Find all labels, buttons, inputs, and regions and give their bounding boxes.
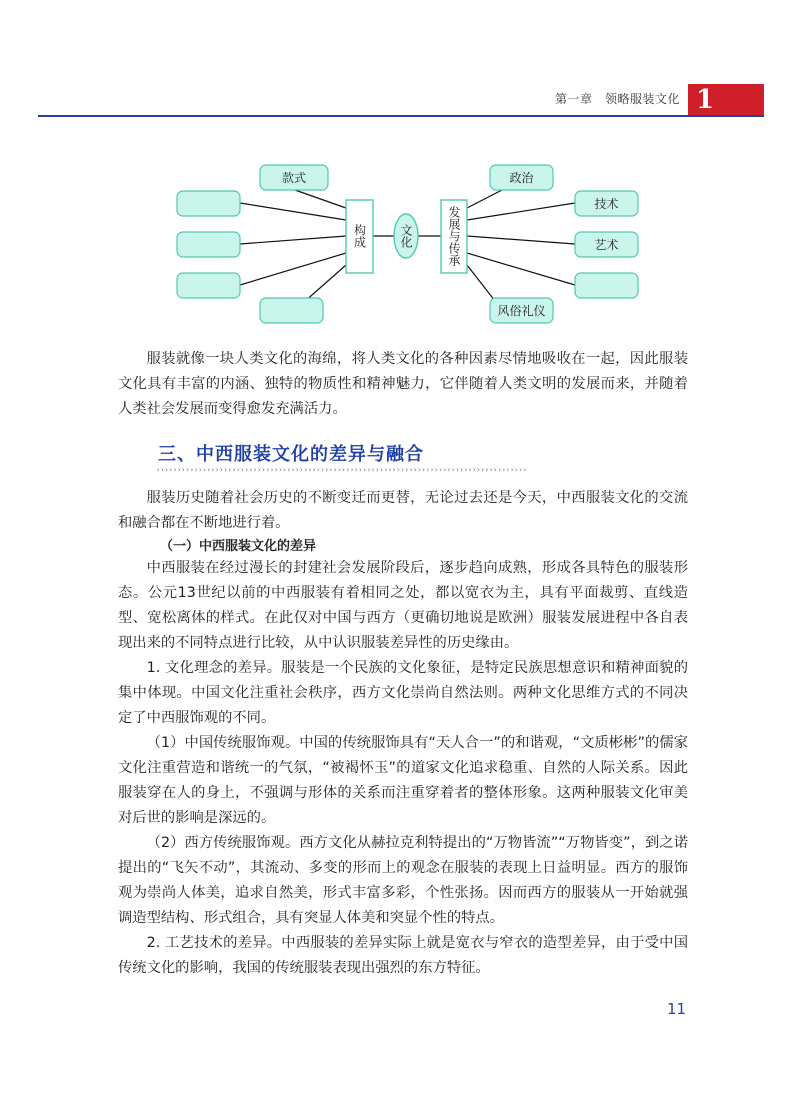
left-node-2: [177, 191, 240, 216]
section-title-decoration: ››››››››››››››››››››››››››››››››››››››››››››››››››››››››››››››››››››››››››››››››››››››››: [156, 466, 527, 474]
culture-ellipse: [394, 214, 418, 258]
chapter-header-title: 第一章 领略服装文化: [555, 92, 681, 106]
subsection-title: （一）中西服装文化的差异: [160, 539, 317, 554]
paragraph-western-view: （2）西方传统服饰观。西方文化从赫拉克利特提出的“万物皆流”“万物皆变”，到之诺提出的“飞矢不动”，其流动、多变的形而上的观念在服装的表现上日益明显。西方的服饰观为崇尚人体美，追求自然美，形式丰富多彩，个性张扬。因而西方的服装从一开始就强调造型结构、形式组合，具有突显人体美和突显个性的特点。: [118, 835, 688, 926]
left-node-1: [260, 165, 328, 190]
page-number: 11: [667, 1000, 687, 1018]
svg-text:发展与传承: 发展与传承: [447, 206, 461, 266]
section-title: 三、中西服装文化的差异与融合: [158, 444, 424, 465]
right-node-3: [575, 232, 638, 257]
header-rule: [38, 115, 764, 117]
development-box: [441, 200, 467, 273]
paragraph-craft-technique: 2. 工艺技术的差异。中西服装的差异实际上就是宽衣与窄衣的造型差异，由于受中国传统文化的影响，我国的传统服装表现出强烈的东方特征。: [118, 935, 688, 976]
svg-text:风俗礼仪: 风俗礼仪: [497, 304, 546, 318]
paragraph-overview: 中西服装在经过漫长的封建社会发展阶段后，逐步趋向成熟，形成各具特色的服装形态。公元13世纪以前的中西服装有着相同之处，都以宽衣为主，具有平面裁剪、直线造型、宽松离体的样式。在此仅对中国与西方（更确切地说是欧洲）服装发展进程中各自表现出来的不同特点进行比较，从中认识服装差异性的历史缘由。: [118, 560, 688, 651]
svg-text:构成: 构成: [352, 224, 367, 248]
right-node-2: [575, 191, 638, 216]
svg-text:政治: 政治: [509, 171, 534, 185]
svg-text:文化: 文化: [399, 224, 413, 248]
left-node-4: [177, 273, 240, 298]
svg-text:技术: 技术: [594, 197, 619, 211]
right-node-4: [575, 273, 638, 298]
paragraph-intro: 服装就像一块人类文化的海绵，将人类文化的各种因素尽情地吸收在一起，因此服装文化具有丰富的内涵、独特的物质性和精神魅力，它伴随着人类文明的发展而来，并随着人类社会发展而变得愈发充满活力。: [118, 351, 688, 417]
culture-diagram: [0, 150, 800, 335]
left-node-5: [260, 298, 323, 323]
right-node-1: [490, 165, 553, 190]
right-node-5: [490, 298, 553, 323]
svg-text:艺术: 艺术: [594, 238, 619, 252]
left-node-3: [177, 232, 240, 257]
svg-text:款式: 款式: [281, 171, 307, 185]
paragraph-history: 服装历史随着社会历史的不断变迁而更替，无论过去还是今天，中西服装文化的交流和融合都在不断地进行着。: [118, 490, 688, 531]
composition-box: [346, 200, 373, 273]
chapter-number-badge: 1: [688, 84, 764, 116]
paragraph-chinese-view: （1）中国传统服饰观。中国的传统服饰具有“天人合一”的和谐观，“文质彬彬”的儒家文化注重营造和谐统一的气氛，“被褐怀玉”的道家文化追求稳重、自然的人际关系。因此服装穿在人的身上，不强调与形体的关系而注重穿着者的整体形象。这两种服装文化审美对后世的影响是深远的。: [118, 735, 688, 826]
paragraph-culture-concept: 1. 文化理念的差异。服装是一个民族的文化象征，是特定民族思想意识和精神面貌的集中体现。中国文化注重社会秩序，西方文化崇尚自然法则。两种文化思维方式的不同决定了中西服饰观的不同。: [118, 660, 688, 726]
